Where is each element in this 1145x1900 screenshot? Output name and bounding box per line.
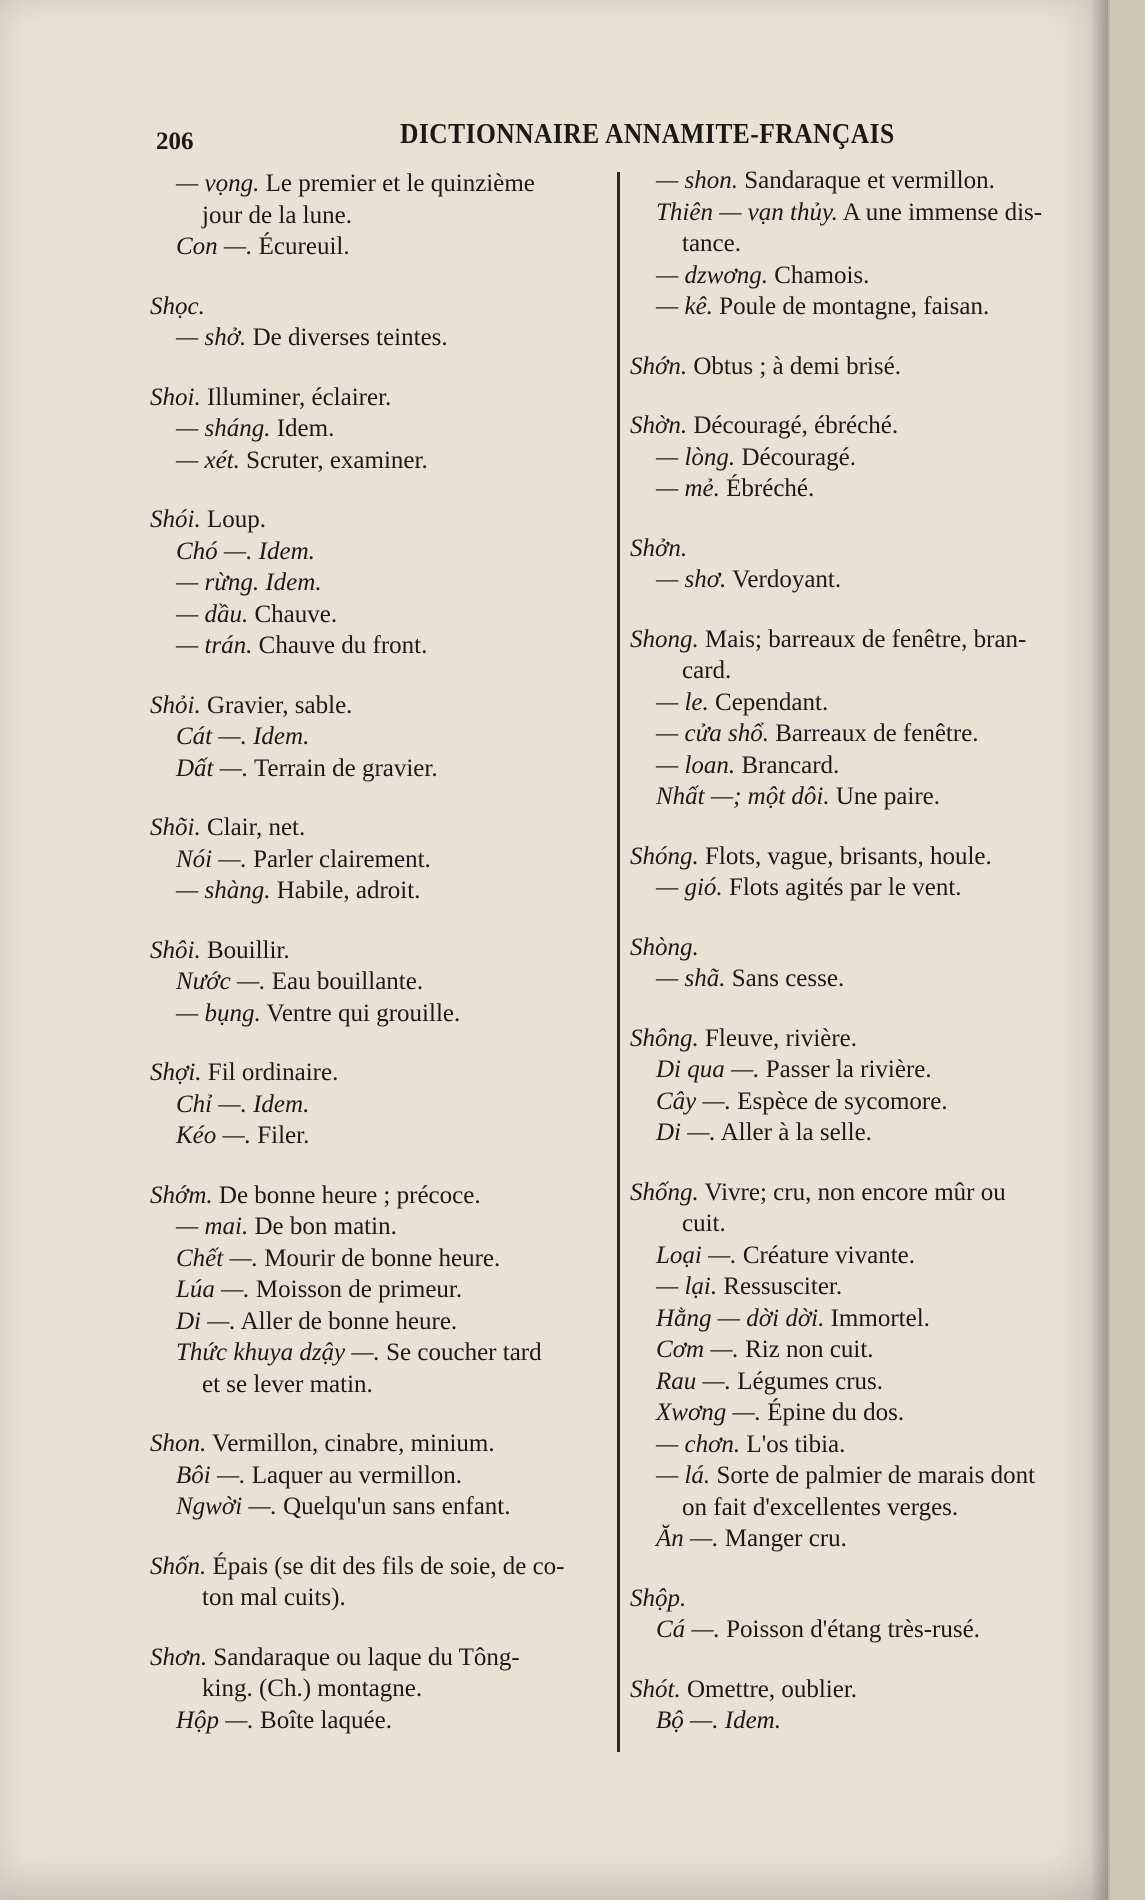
entry-line	[630, 1271, 1085, 1303]
entry-line	[150, 599, 602, 631]
entry-line	[630, 1460, 1085, 1492]
entry-line	[150, 721, 602, 753]
entry-headword-line	[630, 1583, 1085, 1615]
dictionary-entry	[150, 1180, 602, 1401]
vietnamese-phrase: — gió.	[656, 874, 723, 901]
entry-headword-line	[630, 841, 1085, 873]
vietnamese-phrase: Loại —.	[656, 1241, 737, 1269]
vietnamese-phrase: Chó —. Idem.	[176, 537, 315, 565]
vietnamese-phrase: Kéo —.	[176, 1122, 251, 1149]
entry-line	[630, 687, 1085, 719]
french-definition: Fil ordinaire.	[201, 1059, 339, 1086]
dictionary-entry	[630, 1583, 1085, 1646]
entry-line	[150, 1211, 602, 1243]
vietnamese-phrase: Di —.	[656, 1119, 716, 1146]
french-definition: card.	[682, 657, 732, 684]
entry-line	[630, 260, 1085, 292]
entry-headword-line	[630, 533, 1085, 565]
dictionary-entry	[150, 504, 602, 662]
entry-line	[630, 1054, 1085, 1086]
headword: Shõi.	[150, 814, 201, 841]
entry-line	[630, 291, 1085, 323]
french-definition: on fait d'excellentes verges.	[682, 1493, 959, 1521]
french-definition: Quelqu'un sans enfant.	[276, 1493, 511, 1520]
french-definition: Riz non cuit.	[738, 1336, 874, 1363]
entry-line	[150, 1243, 602, 1275]
entry-line	[150, 630, 602, 662]
vietnamese-phrase: Thức khuya dzậy —.	[176, 1339, 380, 1366]
entry-headword-line	[630, 351, 1085, 383]
dictionary-entry	[630, 165, 1085, 323]
vietnamese-phrase: — shon.	[656, 167, 738, 194]
french-definition: king. (Ch.) montagne.	[202, 1675, 423, 1702]
entry-line	[150, 1369, 602, 1401]
headword: Shoi.	[150, 383, 201, 411]
page-gutter-shadow	[1090, 0, 1108, 1900]
french-definition: ton mal cuits).	[202, 1584, 346, 1611]
dictionary-entry	[630, 410, 1085, 505]
french-definition: Poule de montagne, faisan.	[712, 293, 990, 320]
french-definition: Mourir de bonne heure.	[257, 1244, 501, 1272]
headword: Shống.	[630, 1178, 699, 1206]
entry-line	[630, 1429, 1085, 1461]
entry-headword-line	[630, 624, 1085, 656]
entry-line	[630, 1240, 1085, 1272]
entry-headword-line	[150, 1428, 602, 1460]
french-definition: Aller à la selle.	[715, 1119, 872, 1146]
vietnamese-phrase: — rừng. Idem.	[176, 569, 322, 596]
french-definition: Ébréché.	[719, 475, 815, 502]
dictionary-entry	[150, 382, 602, 477]
headword: Shỏi.	[150, 691, 201, 719]
entry-line	[630, 1492, 1085, 1524]
french-definition: Terrain de gravier.	[248, 754, 438, 782]
running-title: DICTIONNAIRE ANNAMITE-FRANÇAIS	[400, 118, 895, 150]
vietnamese-phrase: Hộp —.	[176, 1706, 254, 1734]
vietnamese-phrase: Ngwời —.	[176, 1493, 277, 1520]
entry-line	[150, 753, 602, 785]
entry-headword-line	[150, 690, 602, 722]
entry-line	[630, 750, 1085, 782]
entry-headword-line	[150, 382, 602, 414]
french-definition: Vivre; cru, non encore mûr ou	[698, 1178, 1006, 1206]
entry-line	[630, 963, 1085, 995]
entry-line	[150, 1120, 602, 1152]
french-definition: Fleuve, rivière.	[698, 1024, 858, 1052]
headword: Shốn.	[150, 1552, 207, 1580]
entry-line	[630, 1334, 1085, 1366]
entry-line	[150, 1491, 602, 1523]
entry-line	[150, 445, 602, 477]
vietnamese-phrase: Cá —.	[656, 1616, 720, 1643]
entry-headword-line	[630, 410, 1085, 442]
entry-line	[630, 1086, 1085, 1118]
entry-line	[150, 875, 602, 907]
entry-line	[150, 1089, 602, 1121]
vietnamese-phrase: Dất —.	[176, 754, 249, 782]
vietnamese-phrase: — chơn.	[656, 1430, 741, 1458]
entry-line	[630, 1614, 1085, 1646]
french-definition: Moisson de primeur.	[249, 1276, 463, 1303]
entry-line	[150, 567, 602, 599]
french-definition: Poisson d'étang très-rusé.	[719, 1616, 980, 1643]
headword: Shói.	[150, 506, 201, 533]
vietnamese-phrase: Thiên — vạn thủy.	[656, 198, 838, 226]
dictionary-entry	[150, 1057, 602, 1152]
french-definition: Chauve.	[248, 600, 338, 628]
vietnamese-phrase: — shở.	[176, 324, 247, 351]
french-definition: Boîte laquée.	[253, 1706, 392, 1734]
french-definition: tance.	[682, 230, 741, 257]
vietnamese-phrase: — lòng.	[656, 443, 736, 471]
french-definition: De bonne heure ; précoce.	[212, 1181, 481, 1209]
french-definition: Omettre, oublier.	[680, 1675, 858, 1703]
french-definition: Eau bouillante.	[265, 968, 424, 995]
entry-line	[630, 872, 1085, 904]
french-definition: Flots agités par le vent.	[722, 874, 962, 901]
french-definition: Ressusciter.	[717, 1273, 843, 1300]
french-definition: Créature vivante.	[736, 1241, 915, 1269]
entry-line	[630, 165, 1085, 197]
french-definition: Mais; barreaux de fenêtre, bran-	[698, 625, 1027, 653]
french-definition: Épine du dos.	[761, 1399, 905, 1426]
entry-headword-line	[630, 932, 1085, 964]
french-definition: jour de la lune.	[202, 201, 352, 229]
french-definition: Se coucher tard	[379, 1339, 542, 1366]
french-definition: Passer la rivière.	[759, 1056, 932, 1083]
french-definition: Immortel.	[824, 1304, 930, 1332]
dictionary-entry	[150, 1642, 602, 1737]
dictionary-entry	[630, 932, 1085, 995]
entry-line	[150, 1337, 602, 1369]
french-definition: cuit.	[682, 1210, 726, 1237]
entry-line	[630, 1366, 1085, 1398]
headword: Shót.	[630, 1675, 681, 1703]
french-definition: Illuminer, éclairer.	[200, 383, 392, 411]
dictionary-entry	[630, 624, 1085, 813]
dictionary-entry	[630, 841, 1085, 904]
vietnamese-phrase: Con —.	[176, 233, 253, 260]
entry-line	[630, 1523, 1085, 1555]
french-definition: Épais (se dit des fils de soie, de co-	[206, 1552, 565, 1580]
entry-line	[630, 781, 1085, 813]
dictionary-entry	[150, 291, 602, 354]
french-definition: Écureuil.	[252, 233, 350, 260]
french-definition: Clair, net.	[200, 814, 306, 841]
page-number: 206	[156, 128, 194, 155]
vietnamese-phrase: Xwơng —.	[656, 1399, 762, 1426]
vietnamese-phrase: Cơm —.	[656, 1336, 739, 1363]
entry-headword-line	[150, 1642, 602, 1674]
vietnamese-phrase: Nói —.	[176, 845, 247, 873]
vietnamese-phrase: Lúa —.	[176, 1276, 250, 1303]
dictionary-entry	[150, 812, 602, 907]
french-definition: Espèce de sycomore.	[731, 1087, 948, 1115]
entry-line	[630, 1705, 1085, 1737]
french-definition: Barreaux de fenêtre.	[768, 720, 979, 747]
french-definition: Scruter, examiner.	[239, 446, 428, 474]
vietnamese-phrase: — xét.	[176, 446, 240, 474]
french-definition: Obtus ; à demi brisé.	[687, 352, 901, 380]
vietnamese-phrase: — lá.	[656, 1462, 711, 1489]
entry-headword-line	[150, 1551, 602, 1583]
vietnamese-phrase: — shàng.	[176, 877, 271, 904]
right-column	[630, 165, 1085, 1765]
vietnamese-phrase: — loan.	[656, 751, 736, 779]
dictionary-entry	[150, 690, 602, 785]
dictionary-entry	[630, 1674, 1085, 1737]
french-definition: Gravier, sable.	[200, 691, 353, 719]
vietnamese-phrase: Bôi —.	[176, 1461, 246, 1489]
headword: Shông.	[630, 1024, 699, 1052]
vietnamese-phrase: Di qua —.	[656, 1056, 760, 1083]
french-definition: Brancard.	[735, 751, 840, 779]
entry-headword-line	[630, 1674, 1085, 1706]
entry-line	[630, 228, 1085, 260]
entry-line	[630, 1117, 1085, 1149]
dictionary-entry	[150, 1428, 602, 1523]
vietnamese-phrase: Cát —. Idem.	[176, 723, 310, 750]
vietnamese-phrase: Ăn —.	[656, 1525, 719, 1552]
entry-headword-line	[150, 935, 602, 967]
headword: Shọc.	[150, 292, 205, 320]
entry-line	[150, 536, 602, 568]
headword: Shôi.	[150, 936, 201, 964]
entry-line	[150, 231, 602, 263]
french-definition: Habile, adroit.	[270, 877, 421, 904]
entry-line	[150, 1460, 602, 1492]
dictionary-entry	[150, 935, 602, 1030]
entry-headword-line	[630, 1177, 1085, 1209]
entry-headword-line	[150, 1180, 602, 1212]
french-definition: Flots, vague, brisants, houle.	[698, 842, 992, 870]
vietnamese-phrase: Hằng — dời dời.	[656, 1304, 825, 1332]
headword: Shớn.	[630, 352, 688, 380]
vietnamese-phrase: — dzwơng.	[656, 261, 768, 289]
entry-line	[150, 844, 602, 876]
french-definition: Sans cesse.	[725, 965, 845, 992]
vietnamese-phrase: Rau —.	[656, 1367, 731, 1395]
french-definition: Découragé, ébréché.	[687, 412, 899, 439]
entry-line	[150, 168, 602, 200]
entry-line	[630, 718, 1085, 750]
dictionary-entry	[630, 533, 1085, 596]
vietnamese-phrase: — mẻ.	[656, 475, 720, 502]
entry-line	[630, 442, 1085, 474]
vietnamese-phrase: — shã.	[656, 965, 726, 992]
headword: Shởn.	[630, 534, 688, 562]
french-definition: L'os tibia.	[740, 1430, 846, 1458]
entry-line	[150, 1274, 602, 1306]
headword: Shớm.	[150, 1181, 213, 1209]
french-definition: De diverses teintes.	[246, 324, 448, 351]
french-definition: Verdoyant.	[726, 566, 842, 593]
facing-page-edge	[1108, 0, 1145, 1900]
french-definition: Sorte de palmier de marais dont	[710, 1462, 1036, 1489]
entry-line	[150, 200, 602, 232]
entry-line	[630, 564, 1085, 596]
entry-headword-line	[150, 1057, 602, 1089]
entry-line	[630, 655, 1085, 687]
dictionary-entry	[630, 351, 1085, 383]
french-definition: et se lever matin.	[202, 1370, 373, 1398]
vietnamese-phrase: — trán.	[176, 632, 253, 659]
dictionary-entry	[630, 1023, 1085, 1149]
french-definition: Une paire.	[829, 783, 940, 810]
french-definition: Aller de bonne heure.	[235, 1307, 458, 1335]
page-header	[150, 118, 1050, 158]
entry-headword-line	[150, 504, 602, 536]
vietnamese-phrase: — bụng.	[176, 999, 261, 1027]
entry-line	[150, 1673, 602, 1705]
headword: Shong.	[630, 625, 699, 653]
french-definition: De bon matin.	[248, 1213, 397, 1240]
french-definition: Chauve du front.	[252, 632, 428, 659]
french-definition: Ventre qui grouille.	[260, 999, 461, 1027]
headword: Shờn.	[630, 412, 688, 439]
french-definition: Idem.	[270, 415, 335, 442]
french-definition: Parler clairement.	[246, 845, 431, 873]
headword: Shợi.	[150, 1059, 202, 1086]
entry-line	[150, 1705, 602, 1737]
french-definition: Le premier et le quinzième	[259, 170, 535, 197]
vietnamese-phrase: — mai.	[176, 1213, 249, 1240]
vietnamese-phrase: — lại.	[656, 1273, 718, 1300]
vietnamese-phrase: — le.	[656, 688, 709, 716]
vietnamese-phrase: Nước —.	[176, 968, 266, 995]
vietnamese-phrase: — vọng.	[176, 170, 260, 197]
vietnamese-phrase: — dầu.	[176, 600, 249, 628]
french-definition: Sandaraque ou laque du Tông-	[207, 1643, 520, 1671]
entry-line	[150, 322, 602, 354]
french-definition: Découragé.	[735, 443, 856, 471]
headword: Shon.	[150, 1430, 207, 1457]
entry-headword-line	[150, 291, 602, 323]
entry-line	[150, 966, 602, 998]
french-definition: Cependant.	[708, 688, 829, 716]
headword: Shộp.	[630, 1584, 687, 1612]
vietnamese-phrase: Di —.	[176, 1307, 236, 1335]
vietnamese-phrase: Nhất —; một dôi.	[656, 783, 830, 810]
dictionary-entry	[630, 1177, 1085, 1555]
french-definition: Bouillir.	[200, 936, 290, 964]
entry-line	[630, 1303, 1085, 1335]
french-definition: Laquer au vermillon.	[245, 1461, 463, 1489]
entry-line	[630, 197, 1085, 229]
vietnamese-phrase: — shơ.	[656, 566, 727, 593]
entry-line	[150, 413, 602, 445]
vietnamese-phrase: — cửa shổ.	[656, 720, 769, 747]
entry-line	[150, 998, 602, 1030]
entry-headword-line	[150, 812, 602, 844]
entry-line	[150, 1306, 602, 1338]
entry-line	[630, 1397, 1085, 1429]
headword: Shóng.	[630, 842, 699, 870]
vietnamese-phrase: Bộ —. Idem.	[656, 1707, 781, 1734]
french-definition: Sandaraque et vermillon.	[737, 167, 995, 194]
french-definition: Légumes crus.	[731, 1367, 884, 1395]
entry-line	[630, 1208, 1085, 1240]
entry-headword-line	[630, 1023, 1085, 1055]
left-column	[150, 168, 602, 1764]
french-definition: A une immense dis-	[837, 198, 1043, 226]
french-definition: Manger cru.	[718, 1525, 847, 1552]
french-definition: Loup.	[200, 506, 266, 533]
headword: Shơn.	[150, 1643, 208, 1671]
vietnamese-phrase: — sháng.	[176, 415, 271, 442]
vietnamese-phrase: Chỉ —. Idem.	[176, 1090, 310, 1118]
entry-line	[630, 473, 1085, 505]
vietnamese-phrase: Cây —.	[656, 1087, 731, 1115]
entry-line	[150, 1582, 602, 1614]
french-definition: Chamois.	[767, 261, 870, 289]
dictionary-entry	[150, 1551, 602, 1614]
column-divider	[617, 172, 620, 1752]
vietnamese-phrase: — kê.	[656, 293, 713, 320]
headword: Shòng.	[630, 933, 699, 961]
french-definition: Vermillon, cinabre, minium.	[206, 1430, 495, 1457]
french-definition: Filer.	[251, 1122, 310, 1149]
vietnamese-phrase: Chết —.	[176, 1244, 258, 1272]
dictionary-entry	[150, 168, 602, 263]
